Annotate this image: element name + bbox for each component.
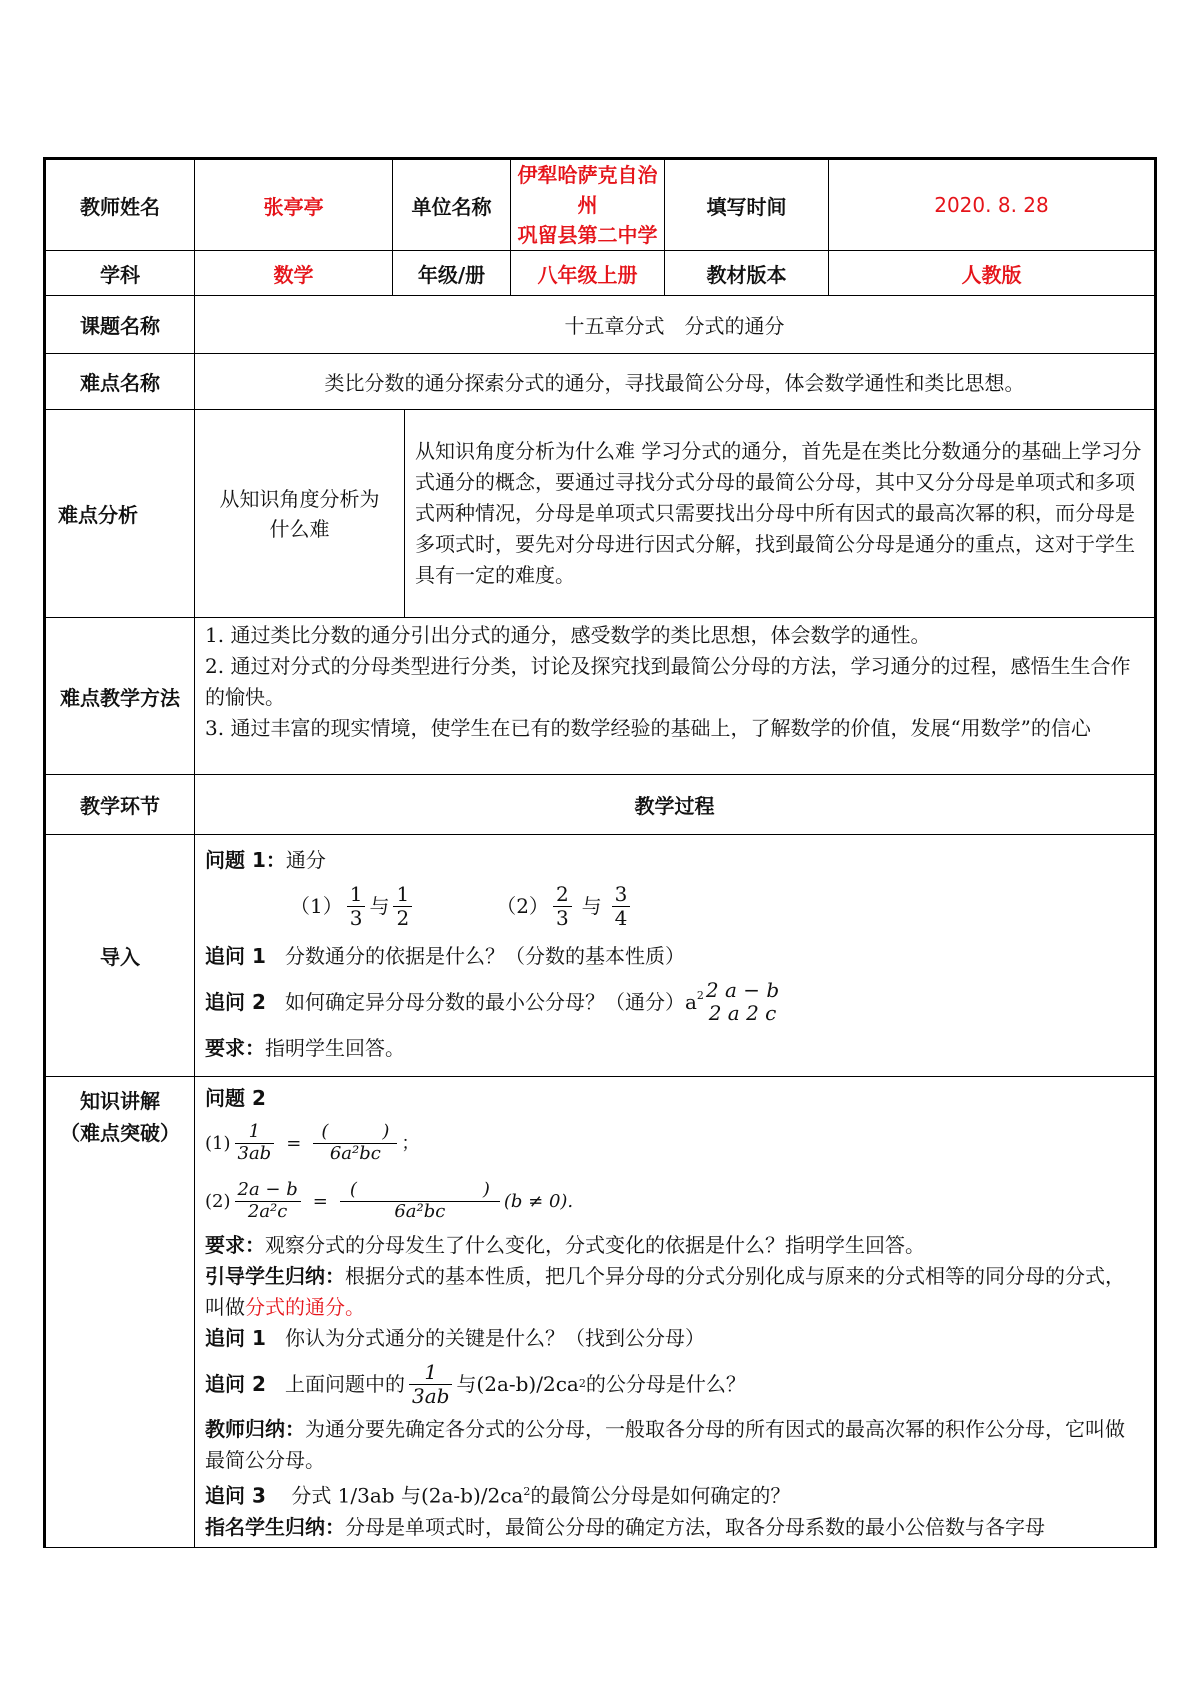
knowledge-label-line1: 知识讲解 bbox=[80, 1089, 160, 1113]
knowledge-content bbox=[195, 1077, 1156, 1548]
knowledge-f3-text-a: 分式 1/3ab 与(2a-b)/2ca bbox=[291, 1483, 524, 1508]
knowledge-f1-label: 追问 1 bbox=[205, 1326, 266, 1350]
method-item: 1. 通过类比分数的通分引出分式的通分，感受数学的类比思想，体会数学的通性。 bbox=[205, 623, 931, 647]
intro-q1 bbox=[205, 845, 1144, 875]
p1-right-fraction: $\frac{( )}{\text{6a²bc}}$ bbox=[313, 1122, 397, 1164]
topic-value: 十五章分式 分式的通分 bbox=[195, 296, 1156, 354]
edition-value: 人教版 bbox=[829, 251, 1156, 296]
analysis-sub-label: 从知识角度分析为什么难 bbox=[195, 410, 405, 618]
knowledge-followup-2 bbox=[205, 1354, 1144, 1414]
knowledge-f3-text-b: 的最简公分母是如何确定的？ bbox=[530, 1483, 791, 1508]
methods-row bbox=[45, 618, 1156, 775]
knowledge-req-label: 要求： bbox=[205, 1233, 265, 1257]
intro-f1-label: 追问 1 bbox=[205, 944, 266, 968]
ex1-fraction-a: $\frac{1}{3}$ bbox=[347, 883, 366, 930]
edition-label: 教材版本 bbox=[665, 251, 829, 296]
p2-end: (b ≠ 0). bbox=[503, 1190, 574, 1212]
analysis-text: 从知识角度分析为什么难 学习分式的通分，首先是在类比分数通分的基础上学习分式通分的概念，要通过寻找分式分母的最简公分母，其中又分分母是单项式和多项式两种情况，分母是单项式只需要找出分母中所有因式的最高次幂的积，而分母是多项式时，要先对分母进行因式分解，找到最简公分母是通分的重点，这对于学生具有一定的难度。 bbox=[405, 410, 1156, 618]
knowledge-teacher-text: 为通分要先确定各分式的公分母，一般取各分母的所有因式的最高次幂的积作公分母，它叫做最简公分母。 bbox=[205, 1417, 1125, 1472]
date-value: 2020. 8. 28 bbox=[829, 159, 1156, 251]
intro-row bbox=[45, 835, 1156, 1077]
knowledge-f2-sup: 2 bbox=[578, 1377, 586, 1390]
header-row-1 bbox=[45, 159, 1156, 251]
ex2-prefix: （2） bbox=[496, 894, 549, 918]
methods-label: 难点教学方法 bbox=[45, 618, 195, 775]
header-row-2 bbox=[45, 251, 1156, 296]
ex2-join: 与 bbox=[581, 894, 602, 918]
knowledge-label-line2: （难点突破） bbox=[60, 1121, 180, 1145]
difficulty-label: 难点名称 bbox=[45, 354, 195, 410]
unit-label: 单位名称 bbox=[393, 159, 511, 251]
knowledge-followup-3 bbox=[205, 1476, 1144, 1512]
intro-followup-1 bbox=[205, 941, 1144, 971]
knowledge-named-summary bbox=[205, 1512, 1144, 1543]
grade-label: 年级/册 bbox=[393, 251, 511, 296]
knowledge-followup-1 bbox=[205, 1323, 1144, 1354]
intro-label: 导入 bbox=[45, 835, 195, 1077]
unit-value-line2: 巩留县第二中学 bbox=[517, 223, 658, 247]
knowledge-f2-fraction: $\frac{1}{3ab}$ bbox=[409, 1361, 452, 1408]
intro-examples bbox=[290, 875, 1144, 937]
intro-requirement bbox=[205, 1033, 1144, 1063]
process-value: 教学过程 bbox=[195, 775, 1156, 835]
process-header-row bbox=[45, 775, 1156, 835]
intro-q1-text: 通分 bbox=[285, 848, 326, 872]
p2-prefix: (2) bbox=[205, 1190, 231, 1212]
ex1-prefix: （1） bbox=[290, 894, 343, 918]
ex1-fraction-b: $\frac{1}{2}$ bbox=[393, 883, 412, 930]
knowledge-named-text: 分母是单项式时，最简公分母的确定方法，取各分母系数的最小公倍数与各字母 bbox=[345, 1514, 1045, 1539]
knowledge-f1-text: 你认为分式通分的关键是什么？（找到公分母） bbox=[284, 1326, 705, 1350]
knowledge-f2-label: 追问 2 bbox=[205, 1371, 266, 1396]
p2-right-fraction: $\frac{( )}{\text{6a²bc}}$ bbox=[340, 1180, 500, 1222]
intro-f2-label: 追问 2 bbox=[205, 990, 266, 1014]
subject-label: 学科 bbox=[45, 251, 195, 296]
intro-followup-2 bbox=[205, 971, 1144, 1033]
knowledge-named-label: 指名学生归纳： bbox=[205, 1514, 345, 1539]
knowledge-f2-text-a: 上面问题中的 bbox=[284, 1371, 405, 1396]
topic-label: 课题名称 bbox=[45, 296, 195, 354]
intro-f2-sup: 2 bbox=[696, 989, 704, 1002]
subject-value: 数学 bbox=[195, 251, 393, 296]
knowledge-req-text: 观察分式的分母发生了什么变化，分式变化的依据是什么？指明学生回答。 bbox=[265, 1233, 925, 1257]
grade-value: 八年级上册 bbox=[511, 251, 665, 296]
topic-row bbox=[45, 296, 1156, 354]
unit-value-line1: 伊犁哈萨克自治州 bbox=[517, 163, 658, 217]
p2-left-fraction: $\frac{2a - b}{\text{2a²c}}$ bbox=[235, 1180, 301, 1222]
knowledge-guide-text: 根据分式的基本性质，把几个异分母的分式分别化成与原来的分式相等的同分母的分式，叫做 bbox=[205, 1264, 1125, 1319]
ex1-join: 与 bbox=[369, 894, 390, 918]
intro-q1-label: 问题 1： bbox=[205, 848, 286, 872]
knowledge-guide-red: 分式的通分。 bbox=[245, 1295, 365, 1319]
teacher-value: 张亭亭 bbox=[195, 159, 393, 251]
intro-req-label: 要求： bbox=[205, 1036, 265, 1060]
analysis-label: 难点分析 bbox=[45, 410, 195, 618]
methods-list bbox=[195, 618, 1156, 775]
p1-prefix: (1) bbox=[205, 1132, 231, 1154]
knowledge-teacher-label: 教师归纳： bbox=[205, 1417, 305, 1441]
lesson-plan-sheet bbox=[43, 157, 1154, 1548]
difficulty-row bbox=[45, 354, 1156, 410]
p1-end: ； bbox=[401, 1132, 420, 1154]
knowledge-guide bbox=[205, 1261, 1144, 1323]
date-label: 填写时间 bbox=[665, 159, 829, 251]
knowledge-guide-label: 引导学生归纳： bbox=[205, 1264, 345, 1288]
ex2-fraction-a: $\frac{2}{3}$ bbox=[553, 883, 572, 930]
method-item: 3. 通过丰富的现实情境，使学生在已有的数学经验的基础上，了解数学的价值，发展“用数学”的信心 bbox=[205, 716, 1091, 740]
method-item: 2. 通过对分式的分母类型进行分类，讨论及探究找到最简公分母的方法，学习通分的过程，感悟生生合作的愉快。 bbox=[205, 654, 1131, 709]
knowledge-f3-sup: 2 bbox=[523, 1485, 531, 1498]
difficulty-value: 类比分数的通分探索分式的通分，寻找最简公分母，体会数学通性和类比思想。 bbox=[195, 354, 1156, 410]
intro-content bbox=[195, 835, 1156, 1077]
knowledge-f2-text-b: 与(2a-b)/2ca bbox=[456, 1371, 579, 1396]
knowledge-label bbox=[45, 1077, 195, 1548]
knowledge-row bbox=[45, 1077, 1156, 1548]
intro-f2-text: 如何确定异分母分数的最小公分母？（通分）a bbox=[284, 990, 697, 1014]
lesson-plan-table bbox=[43, 157, 1157, 1548]
p1-left-fraction: $\frac{1}{3ab}$ bbox=[235, 1122, 275, 1164]
intro-f1-text: 分数通分的依据是什么？（分数的基本性质） bbox=[284, 944, 685, 968]
process-label: 教学环节 bbox=[45, 775, 195, 835]
knowledge-f2-text-c: 的公分母是什么？ bbox=[585, 1371, 746, 1396]
teacher-label: 教师姓名 bbox=[45, 159, 195, 251]
knowledge-teacher-summary bbox=[205, 1414, 1144, 1476]
intro-req-text: 指明学生回答。 bbox=[265, 1036, 405, 1060]
knowledge-requirement bbox=[205, 1230, 1144, 1261]
knowledge-problem-2: (2) $\frac{2a - b}{\text{2a²c}}$ = $\frac{( )}{\text{6a²bc}}$ (b ≠ 0). bbox=[205, 1178, 574, 1222]
ex2-fraction-b: $\frac{3}{4}$ bbox=[612, 883, 631, 930]
knowledge-q2: 问题 2 bbox=[205, 1086, 266, 1110]
analysis-row bbox=[45, 410, 1156, 618]
knowledge-f3-label: 追问 3 bbox=[205, 1483, 266, 1508]
intro-f2-stack: 2 a − b 2 a 2 c bbox=[705, 978, 780, 1025]
knowledge-problem-1: (1) $\frac{1}{3ab}$ = $\frac{( )}{\text{6a²bc}}$ ； bbox=[205, 1120, 420, 1164]
unit-value bbox=[511, 159, 665, 251]
